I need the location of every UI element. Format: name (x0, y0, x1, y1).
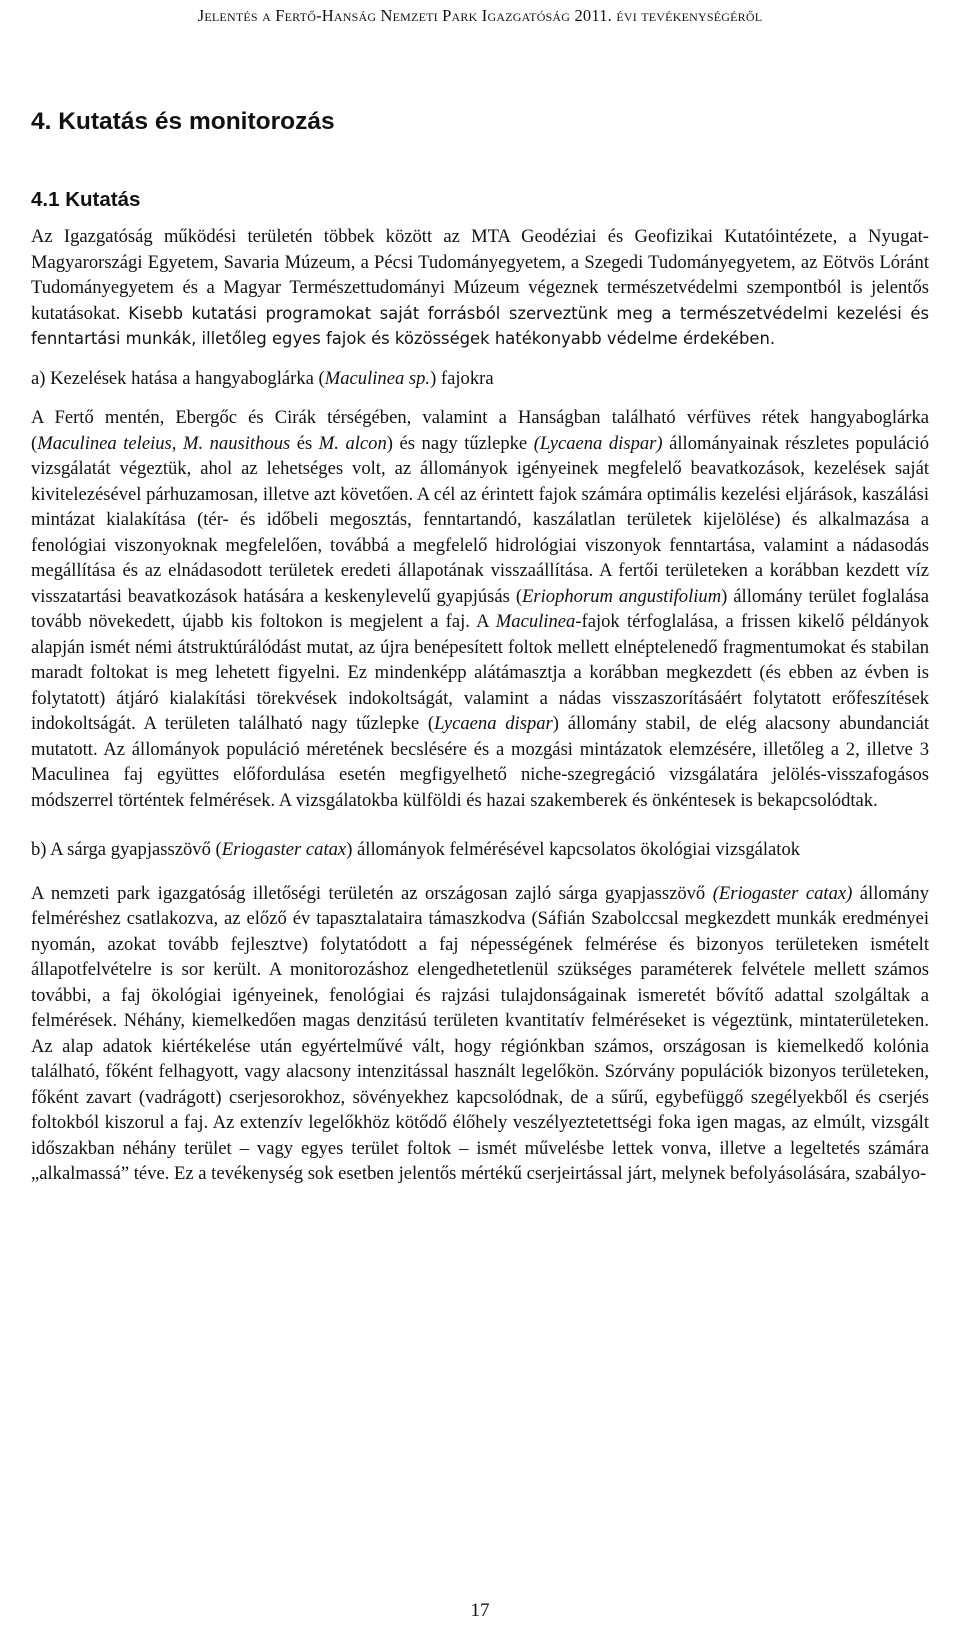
subsection-b-body (31, 881, 929, 1187)
page-content (31, 108, 929, 1187)
body-a-taxon: (Lycaena dispar) (533, 432, 663, 454)
body-a-text: ) állomány terület foglalása tovább növekedett, újabb kis foltokon is megjelent a faj. A (31, 585, 929, 632)
body-a-text: A Fertő mentén, Ebergőc és Cirák térségében, valamint a Hanságban található vérfüves rétek hangyaboglárka ( (31, 407, 929, 454)
chapter-title: 4. Kutatás és monitorozás (31, 108, 335, 135)
subsection-a-heading (31, 366, 929, 392)
page-number: 17 (470, 1600, 490, 1621)
intro-text-1: Az Igazgatóság működési területén többek között az MTA Geodéziai és Geofizikai Kutatóintézete, a Nyugat-Magyarországi Egyetem, Savaria Múzeum, a Pécsi Tudományegyetem, a Szegedi Tudományegyetem, az Eötvös Lóránt Tudományegyetem és a Magyar Természettudományi Múzeum végeznek természetvédelmi szempontból is jelentős kutatásokat. (31, 226, 929, 324)
body-a-text: -fajok térfoglalása, a frissen kikelő példányok alapján ismét némi átstruktúrálódást mutat, az újra benépesített foltok mellett elnéptelenedő fragmentumokat és stabilan maradt foltokat is meg lehetett figyelni. Ez mindenképp alátámasztja a korábban megkezdett (és ebben az évben is folytatott) átjáró kialakítási törekvések indokoltságát, valamint a nádas visszaszorításáért folytatott erőfeszítések indokoltságát. A területen található nagy tűzlepke ( (31, 611, 930, 734)
body-a-taxon: Eriophorum angustifolium (522, 585, 722, 607)
body-a-taxon: M. alcon (318, 432, 387, 454)
intro-text-2: Kisebb kutatási programokat saját forrásból szerveztünk meg a természetvédelmi kezelési és fenntartási munkák, illetőleg egyes fajok és közösségek hatékonyabb védelme érdekében. (31, 303, 929, 348)
body-a-taxon: Maculinea (495, 611, 576, 632)
body-a-text: ) állomány stabil, de elég alacsony abundanciát mutatott. Az állományok populáció méretének becslésére és a mozgási mintázatok elemzésére, illetőleg a 2, illetve 3 Maculinea faj együttes előfordulása esetén megfigyelhető niche-szegregáció vizsgálatára jelölés-visszafogásos módszerrel történtek felmérések. A vizsgálatokba külföldi és hazai szakemberek és önkéntesek is bekapcsolódtak. (31, 713, 929, 811)
body-a-text: állományainak részletes populáció vizsgálatát végeztük, ahol az lehetséges volt, az állományok igényeinek megfelelő beavatkozások, kezelések saját kivitelezésével párhuzamosan, illetve azt követően. A cél az érintett fajok számára optimális kezelési eljárások, kaszálási mintázat kialakítása (tér- és időbeli megosztás, fenntartandó, kaszálatlan területek kijelölése) és alkalmazása a fenológiai viszonyoknak megfelelően, továbbá a megfelelő hidrológiai viszonyok fenntartása, valamint a nádasodás megállítása és az elnádasodott területek eredeti állapotának visszaállítása. A fertői területeken a korábban kezdett víz visszatartási beavatkozások hatására a keskenylevelű gyapjúsás ( (31, 432, 929, 607)
body-b-text: A nemzeti park igazgatóság illetőségi területén az országosan zajló sárga gyapjasszövő (31, 882, 713, 904)
heading-b-taxon: Eriogaster catax (221, 839, 347, 860)
body-b-taxon: (Eriogaster catax) (712, 882, 853, 904)
body-a-text: ) és nagy tűzlepke (386, 432, 534, 454)
heading-b-text-end: ) állományok felmérésével kapcsolatos ökológiai vizsgálatok (346, 839, 801, 860)
heading-a-text-end: ) fajokra (430, 367, 494, 389)
running-header: Jelentés a Fertő-Hanság Nemzeti Park Igazgatóság 2011. évi tevékenységéről (197, 6, 763, 25)
body-a-taxon: Lycaena dispar (434, 713, 553, 734)
heading-a-text: a) Kezelések hatása a hangyaboglárka ( (31, 367, 325, 389)
subsection-a-body (31, 405, 929, 813)
section-title: 4.1 Kutatás (31, 188, 141, 211)
intro-paragraph (31, 224, 929, 352)
body-b-text: állomány felméréshez csatlakozva, az előző év tapasztalataira támaszkodva (Sáfián Szabolccsal megkezdett munkák eredményei nyomán, azokat tovább fejlesztve) folytatódott a faj népességének felmérése és bizonyos területeken ismételt állapotfelvételre is sor került. A monitorozáshoz elengedhetetlenül szükséges paraméterek felvétele mellett számos további, a faj ökológiai igényeinek, fenológiai és rajzási tulajdonságainak ismeretét bővítő adattal szolgáltak a felmérések. Néhány, kiemelkedően magas denzitású területen kvantitatív felméréseket is végeztünk, mintaterületeken. Az alap adatok kiértékelése után egyértelművé vált, hogy régiónkban számos, országosan is kiemelkedő kolónia található, főként felhagyott, vagy alacsony intenzitással használt legelőkön. Szórvány populációk bizonyos területeken, főként zavart (vadrágott) cserjesorokhoz, sövényekhez kapcsolódnak, de a sűrű, egybefüggő szegélyekből és cserjés foltokból kiszorul a faj. Az extenzív legelőkhöz kötődő élőhely veszélyeztetettségi foka igen magas, az elmúlt, vizsgált időszakban néhány terület – vagy egyes terület foltok – ismét művelésbe lettek vonva, illetve a legeltetés számára „alkalmassá” téve. Ez a tevékenység sok esetben jelentős mértékű cserjeirtással járt, melynek befolyásolására, szabályo- (31, 882, 929, 1184)
heading-b-text: b) A sárga gyapjasszövő ( (31, 839, 222, 860)
subsection-b-heading (31, 837, 929, 863)
heading-a-taxon: Maculinea sp. (324, 367, 431, 389)
body-a-text: és (290, 432, 319, 454)
body-a-taxon: Maculinea teleius, M. nausithous (37, 432, 291, 454)
